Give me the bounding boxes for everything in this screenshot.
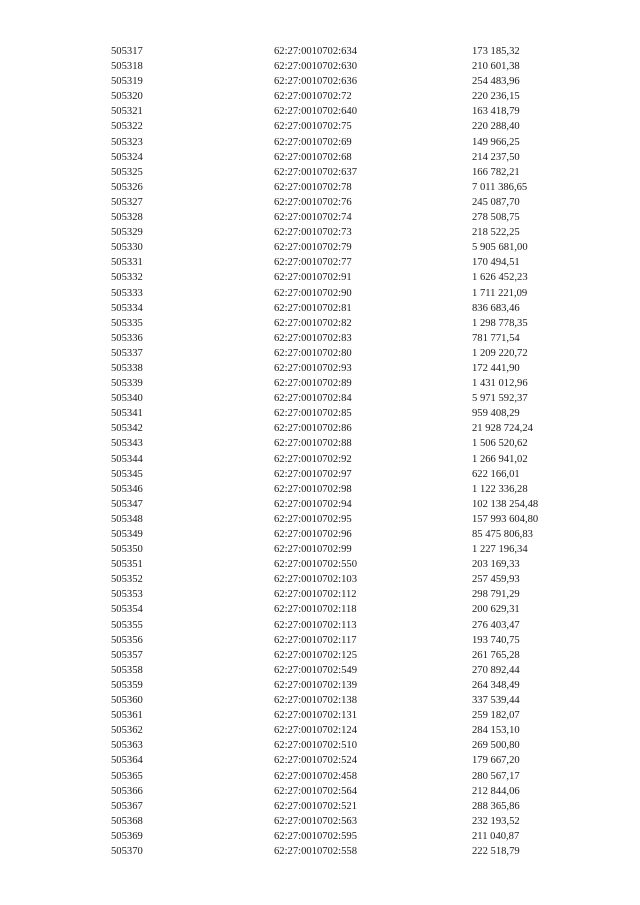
cadastral-value: 214 237,50 — [472, 151, 520, 163]
cadastral-number: 62:27:0010702:93 — [274, 362, 352, 374]
cadastral-number: 62:27:0010702:92 — [274, 453, 352, 465]
row-number: 505355 — [111, 619, 143, 631]
cadastral-number: 62:27:0010702:86 — [274, 423, 352, 435]
table-row — [0, 135, 640, 150]
table-row — [0, 633, 640, 648]
table-row — [0, 59, 640, 74]
cadastral-value: 264 348,49 — [472, 679, 520, 691]
cadastral-value: 220 236,15 — [472, 91, 520, 103]
table-row — [0, 723, 640, 738]
table-row — [0, 270, 640, 285]
cadastral-value: 1 626 452,23 — [472, 272, 528, 284]
table-row — [0, 708, 640, 723]
cadastral-number: 62:27:0010702:90 — [274, 287, 352, 299]
row-number: 505337 — [111, 347, 143, 359]
cadastral-value: 280 567,17 — [472, 770, 520, 782]
cadastral-number: 62:27:0010702:75 — [274, 121, 352, 133]
cadastral-number: 62:27:0010702:636 — [274, 76, 357, 88]
table-row — [0, 814, 640, 829]
row-number: 505352 — [111, 574, 143, 586]
table-row — [0, 376, 640, 391]
cadastral-value: 170 494,51 — [472, 257, 520, 269]
cadastral-number: 62:27:0010702:97 — [274, 468, 352, 480]
cadastral-number: 62:27:0010702:68 — [274, 151, 352, 163]
cadastral-number: 62:27:0010702:73 — [274, 227, 352, 239]
table-row — [0, 497, 640, 512]
cadastral-number: 62:27:0010702:131 — [274, 710, 357, 722]
cadastral-value: 211 040,87 — [472, 830, 520, 842]
table-row — [0, 421, 640, 436]
table-row — [0, 119, 640, 134]
cadastral-value: 245 087,70 — [472, 196, 520, 208]
cadastral-number: 62:27:0010702:74 — [274, 212, 352, 224]
cadastral-value: 149 966,25 — [472, 136, 520, 148]
cadastral-number: 62:27:0010702:630 — [274, 61, 357, 73]
table-row — [0, 301, 640, 316]
cadastral-value: 269 500,80 — [472, 740, 520, 752]
cadastral-value: 212 844,06 — [472, 785, 520, 797]
table-row — [0, 406, 640, 421]
row-number: 505359 — [111, 679, 143, 691]
cadastral-value: 254 483,96 — [472, 76, 520, 88]
cadastral-value: 836 683,46 — [472, 302, 520, 314]
table-row — [0, 587, 640, 602]
row-number: 505343 — [111, 438, 143, 450]
table-row — [0, 753, 640, 768]
table-row — [0, 225, 640, 240]
cadastral-number: 62:27:0010702:81 — [274, 302, 352, 314]
table-row — [0, 542, 640, 557]
table-row — [0, 648, 640, 663]
cadastral-number: 62:27:0010702:118 — [274, 604, 357, 616]
row-number: 505319 — [111, 76, 143, 88]
table-row — [0, 89, 640, 104]
row-number: 505318 — [111, 61, 143, 73]
table-row — [0, 618, 640, 633]
row-number: 505362 — [111, 725, 143, 737]
row-number: 505370 — [111, 845, 143, 857]
cadastral-value: 276 403,47 — [472, 619, 520, 631]
cadastral-number: 62:27:0010702:88 — [274, 438, 352, 450]
row-number: 505351 — [111, 559, 143, 571]
cadastral-number: 62:27:0010702:79 — [274, 242, 352, 254]
row-number: 505317 — [111, 46, 143, 57]
cadastral-value: 193 740,75 — [472, 634, 520, 646]
cadastral-number: 62:27:0010702:89 — [274, 378, 352, 390]
cadastral-value: 102 138 254,48 — [472, 498, 539, 510]
row-number: 505360 — [111, 695, 143, 707]
row-number: 505322 — [111, 121, 143, 133]
cadastral-value: 7 011 386,65 — [472, 181, 528, 193]
table-row — [0, 769, 640, 784]
row-number: 505330 — [111, 242, 143, 254]
cadastral-number: 62:27:0010702:99 — [274, 544, 352, 556]
cadastral-number: 62:27:0010702:84 — [274, 393, 352, 405]
cadastral-number: 62:27:0010702:595 — [274, 830, 357, 842]
row-number: 505354 — [111, 604, 143, 616]
cadastral-number: 62:27:0010702:634 — [274, 46, 357, 57]
row-number: 505353 — [111, 589, 143, 601]
table-row — [0, 210, 640, 225]
cadastral-value: 173 185,32 — [472, 46, 520, 57]
cadastral-value: 1 431 012,96 — [472, 378, 528, 390]
cadastral-value: 622 166,01 — [472, 468, 520, 480]
row-number: 505346 — [111, 483, 143, 495]
cadastral-value: 259 182,07 — [472, 710, 520, 722]
cadastral-value: 21 928 724,24 — [472, 423, 533, 435]
cadastral-number: 62:27:0010702:80 — [274, 347, 352, 359]
row-number: 505335 — [111, 317, 143, 329]
cadastral-number: 62:27:0010702:94 — [274, 498, 352, 510]
row-number: 505365 — [111, 770, 143, 782]
table-row — [0, 452, 640, 467]
cadastral-number: 62:27:0010702:78 — [274, 181, 352, 193]
table-row — [0, 829, 640, 844]
cadastral-number: 62:27:0010702:117 — [274, 634, 357, 646]
cadastral-number: 62:27:0010702:510 — [274, 740, 357, 752]
cadastral-value: 163 418,79 — [472, 106, 520, 118]
table-row — [0, 693, 640, 708]
row-number: 505350 — [111, 544, 143, 556]
row-number: 505366 — [111, 785, 143, 797]
row-number: 505331 — [111, 257, 143, 269]
cadastral-value: 218 522,25 — [472, 227, 520, 239]
table-row — [0, 361, 640, 376]
cadastral-number: 62:27:0010702:96 — [274, 529, 352, 540]
cadastral-number: 62:27:0010702:77 — [274, 257, 352, 269]
cadastral-number: 62:27:0010702:98 — [274, 483, 352, 495]
row-number: 505328 — [111, 212, 143, 224]
row-number: 505358 — [111, 664, 143, 676]
cadastral-value: 166 782,21 — [472, 166, 520, 178]
cadastral-value: 210 601,38 — [472, 61, 520, 73]
row-number: 505321 — [111, 106, 143, 118]
row-number: 505336 — [111, 332, 143, 344]
table-row — [0, 844, 640, 859]
cadastral-number: 62:27:0010702:82 — [274, 317, 352, 329]
cadastral-value: 222 518,79 — [472, 845, 520, 857]
cadastral-value: 5 905 681,00 — [472, 242, 528, 254]
table-row — [0, 663, 640, 678]
cadastral-value: 1 209 220,72 — [472, 347, 528, 359]
cadastral-number: 62:27:0010702:640 — [274, 106, 357, 118]
cadastral-value: 203 169,33 — [472, 559, 520, 571]
row-number: 505349 — [111, 529, 143, 540]
table-row — [0, 150, 640, 165]
row-number: 505320 — [111, 91, 143, 103]
cadastral-number: 62:27:0010702:72 — [274, 91, 352, 103]
table-row — [0, 240, 640, 255]
table-row — [0, 572, 640, 587]
row-number: 505368 — [111, 815, 143, 827]
cadastral-value: 337 539,44 — [472, 695, 520, 707]
row-number: 505333 — [111, 287, 143, 299]
cadastral-number: 62:27:0010702:124 — [274, 725, 357, 737]
table-row — [0, 602, 640, 617]
row-number: 505325 — [111, 166, 143, 178]
row-number: 505326 — [111, 181, 143, 193]
table-row — [0, 678, 640, 693]
data-table — [0, 44, 640, 859]
cadastral-value: 270 892,44 — [472, 664, 520, 676]
table-row — [0, 180, 640, 195]
row-number: 505334 — [111, 302, 143, 314]
table-row — [0, 255, 640, 270]
table-row — [0, 74, 640, 89]
cadastral-number: 62:27:0010702:83 — [274, 332, 352, 344]
cadastral-number: 62:27:0010702:69 — [274, 136, 352, 148]
cadastral-value: 1 266 941,02 — [472, 453, 528, 465]
cadastral-number: 62:27:0010702:637 — [274, 166, 357, 178]
cadastral-number: 62:27:0010702:76 — [274, 196, 352, 208]
table-row — [0, 527, 640, 542]
cadastral-value: 781 771,54 — [472, 332, 520, 344]
row-number: 505348 — [111, 513, 143, 525]
row-number: 505345 — [111, 468, 143, 480]
cadastral-number: 62:27:0010702:91 — [274, 272, 352, 284]
row-number: 505340 — [111, 393, 143, 405]
row-number: 505341 — [111, 408, 143, 420]
cadastral-number: 62:27:0010702:564 — [274, 785, 357, 797]
table-row — [0, 784, 640, 799]
cadastral-value: 278 508,75 — [472, 212, 520, 224]
row-number: 505344 — [111, 453, 143, 465]
cadastral-value: 1 506 520,62 — [472, 438, 528, 450]
cadastral-value: 959 408,29 — [472, 408, 520, 420]
row-number: 505338 — [111, 362, 143, 374]
cadastral-number: 62:27:0010702:113 — [274, 619, 357, 631]
cadastral-number: 62:27:0010702:521 — [274, 800, 357, 812]
row-number: 505327 — [111, 196, 143, 208]
row-number: 505329 — [111, 227, 143, 239]
table-row — [0, 738, 640, 753]
table-row — [0, 557, 640, 572]
row-number: 505324 — [111, 151, 143, 163]
table-row — [0, 346, 640, 361]
table-row — [0, 436, 640, 451]
table-row — [0, 799, 640, 814]
row-number: 505356 — [111, 634, 143, 646]
row-number: 505347 — [111, 498, 143, 510]
cadastral-number: 62:27:0010702:524 — [274, 755, 357, 767]
cadastral-value: 200 629,31 — [472, 604, 520, 616]
cadastral-value: 5 971 592,37 — [472, 393, 528, 405]
cadastral-value: 284 153,10 — [472, 725, 520, 737]
cadastral-value: 1 711 221,09 — [472, 287, 528, 299]
row-number: 505361 — [111, 710, 143, 722]
cadastral-value: 1 227 196,34 — [472, 544, 528, 556]
cadastral-value: 1 122 336,28 — [472, 483, 528, 495]
table-row — [0, 467, 640, 482]
cadastral-value: 85 475 806,83 — [472, 529, 533, 540]
cadastral-value: 298 791,29 — [472, 589, 520, 601]
row-number: 505332 — [111, 272, 143, 284]
cadastral-value: 288 365,86 — [472, 800, 520, 812]
cadastral-number: 62:27:0010702:95 — [274, 513, 352, 525]
cadastral-value: 157 993 604,80 — [472, 513, 539, 525]
table-row — [0, 286, 640, 301]
table-row — [0, 391, 640, 406]
row-number: 505357 — [111, 649, 143, 661]
row-number: 505363 — [111, 740, 143, 752]
table-row — [0, 104, 640, 119]
cadastral-value: 232 193,52 — [472, 815, 520, 827]
cadastral-number: 62:27:0010702:550 — [274, 559, 357, 571]
cadastral-value: 1 298 778,35 — [472, 317, 528, 329]
table-row — [0, 44, 640, 59]
cadastral-number: 62:27:0010702:563 — [274, 815, 357, 827]
cadastral-number: 62:27:0010702:125 — [274, 649, 357, 661]
row-number: 505339 — [111, 378, 143, 390]
table-row — [0, 165, 640, 180]
table-row — [0, 316, 640, 331]
table-row — [0, 482, 640, 497]
cadastral-number: 62:27:0010702:138 — [274, 695, 357, 707]
cadastral-value: 220 288,40 — [472, 121, 520, 133]
row-number: 505367 — [111, 800, 143, 812]
row-number: 505342 — [111, 423, 143, 435]
cadastral-number: 62:27:0010702:549 — [274, 664, 357, 676]
row-number: 505364 — [111, 755, 143, 767]
row-number: 505323 — [111, 136, 143, 148]
cadastral-number: 62:27:0010702:85 — [274, 408, 352, 420]
table-row — [0, 331, 640, 346]
cadastral-value: 261 765,28 — [472, 649, 520, 661]
cadastral-number: 62:27:0010702:558 — [274, 845, 357, 857]
cadastral-value: 179 667,20 — [472, 755, 520, 767]
table-row — [0, 195, 640, 210]
row-number: 505369 — [111, 830, 143, 842]
table-row — [0, 512, 640, 527]
cadastral-number: 62:27:0010702:458 — [274, 770, 357, 782]
cadastral-number: 62:27:0010702:103 — [274, 574, 357, 586]
cadastral-value: 257 459,93 — [472, 574, 520, 586]
cadastral-number: 62:27:0010702:139 — [274, 679, 357, 691]
cadastral-number: 62:27:0010702:112 — [274, 589, 357, 601]
cadastral-value: 172 441,90 — [472, 362, 520, 374]
